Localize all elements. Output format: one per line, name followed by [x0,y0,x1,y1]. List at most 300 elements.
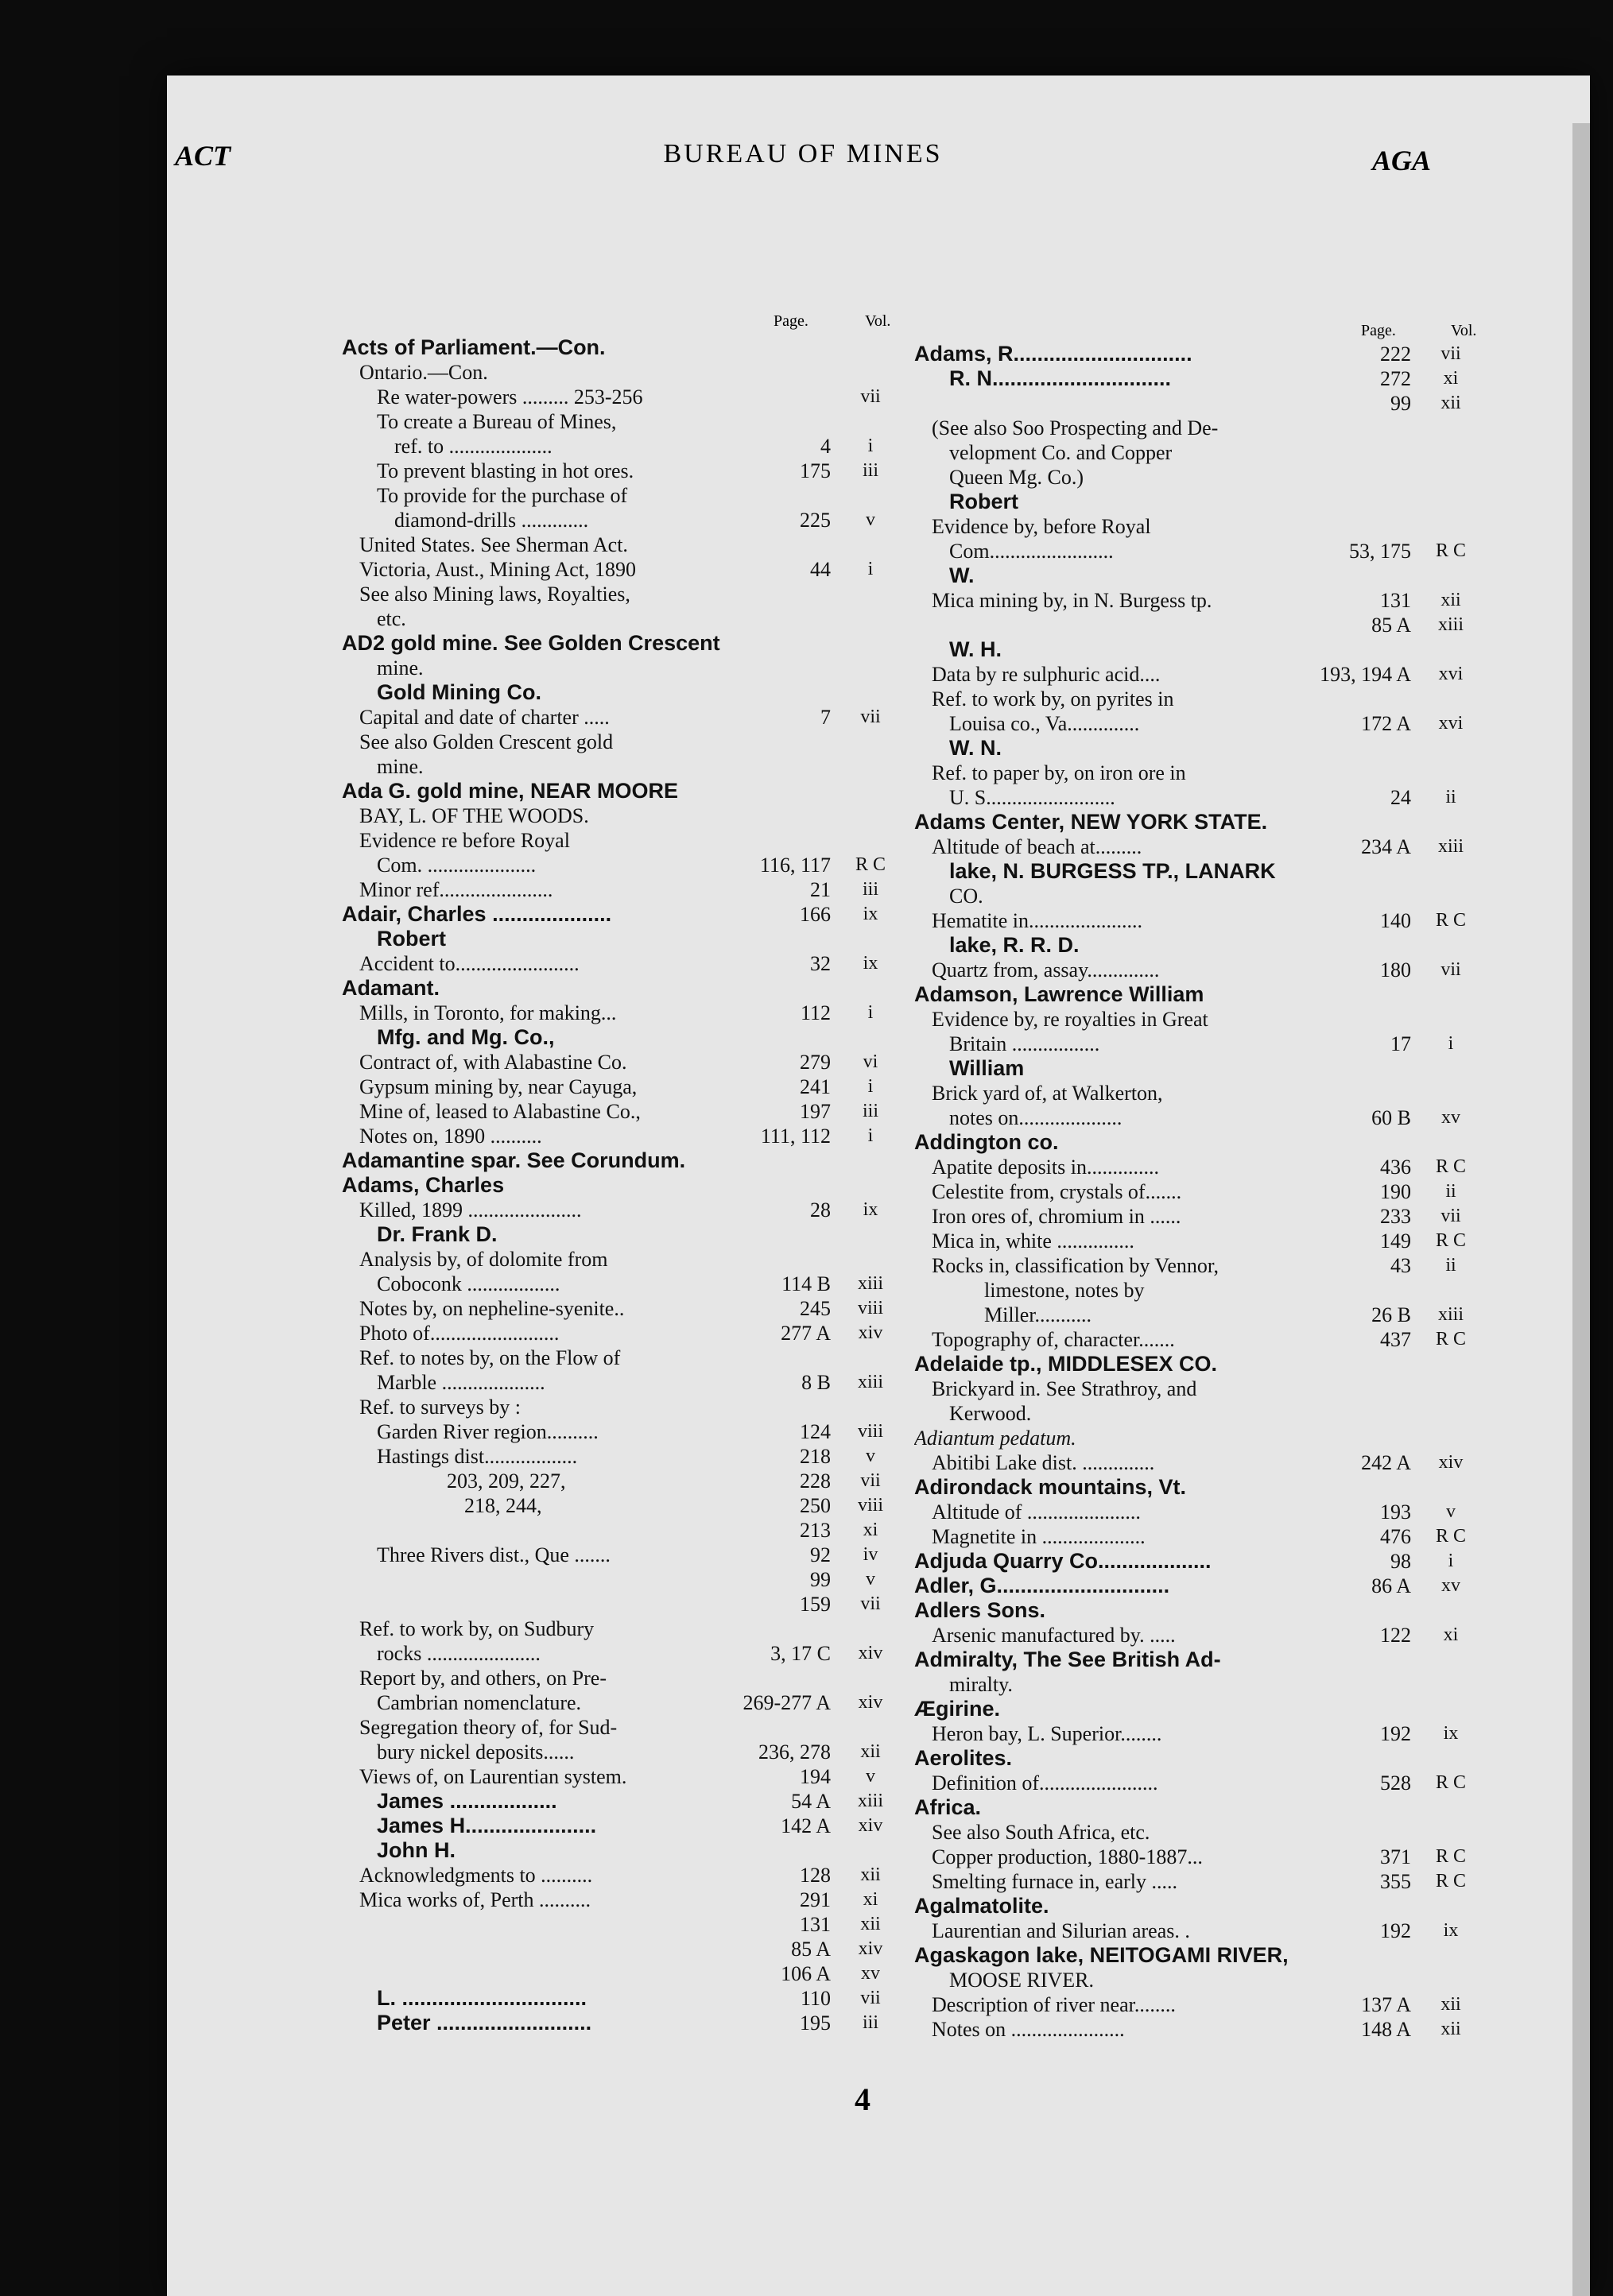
entry-volume: ii [1445,787,1456,807]
entry-volume: vii [860,386,881,407]
entry-volume: i [1448,1033,1454,1054]
index-entry [914,859,1479,884]
entry-text: Segregation theory of, for Sud- [359,1716,618,1739]
index-entry [342,680,898,705]
entry-volume: xv [861,1963,880,1984]
entry-volume: R C [1435,1871,1466,1891]
index-entry [914,1253,1479,1278]
index-entry [342,1025,898,1050]
entry-page: 172 A [1361,712,1411,735]
entry-volume: xiv [858,1692,883,1713]
index-entry [342,508,898,532]
entry-volume: xii [860,1741,881,1762]
entry-page: 245 [800,1297,831,1320]
entry-volume: v [866,1569,875,1589]
entry-text: Evidence by, re royalties in Great [932,1008,1208,1031]
entry-text: Laurentian and Silurian areas. . [932,1919,1190,1942]
entry-page: 44 [810,558,831,581]
entry-text: Adamson, Lawrence William [914,982,1204,1006]
entry-page: 85 A [791,1938,831,1961]
index-entry [342,1321,898,1345]
entry-text: Ada G. gold mine, NEAR MOORE [342,779,679,803]
entry-text: CO. [949,885,983,908]
index-entry [914,687,1479,711]
index-entry [914,1992,1479,2017]
entry-text: velopment Co. and Copper [949,441,1173,464]
entry-text: Coboconk .................. [377,1272,560,1295]
entry-page: 192 [1380,1722,1411,1745]
index-entry [914,1500,1479,1524]
entry-text: Photo of......................... [359,1322,560,1345]
index-entry [914,1327,1479,1352]
entry-text: diamond-drills ............. [394,509,589,532]
entry-text: Quartz from, assay.............. [932,958,1160,982]
entry-volume: R C [1435,1329,1466,1349]
entry-text: To create a Bureau of Mines, [377,410,617,433]
entry-text: Hematite in...................... [932,909,1143,932]
index-entry [342,1616,898,1641]
entry-page: 195 [800,2011,831,2035]
index-entry [342,606,898,631]
index-entry [914,514,1479,539]
entry-page: 236, 278 [758,1740,831,1764]
entry-text: Louisa co., Va.............. [949,712,1140,735]
entry-text: Adamant. [342,976,440,1000]
entry-volume: xv [1441,1575,1460,1596]
index-entry [914,1303,1479,1327]
entry-volume: vii [860,1988,881,2008]
entry-text: Marble .................... [377,1371,545,1394]
entry-text: To prevent blasting in hot ores. [377,459,634,482]
entry-volume: v [866,509,875,530]
entry-page: 99 [1390,392,1411,415]
index-entry [342,803,898,828]
index-entry [342,1198,898,1222]
index-entry [914,1968,1479,1992]
index-entry [342,1543,898,1567]
entry-page: 272 [1380,367,1411,390]
index-entry [342,1001,898,1025]
index-entry [342,385,898,409]
index-entry [914,416,1479,440]
entry-page: 92 [810,1543,831,1566]
index-entry [342,730,898,754]
index-entry [914,1450,1479,1475]
index-entry [342,1148,898,1173]
index-entry [914,1549,1479,1574]
entry-volume: v [1446,1501,1456,1522]
entry-page: 131 [1380,589,1411,612]
entry-text: miralty. [949,1673,1013,1696]
index-entry [914,588,1479,613]
entry-volume: xiv [858,1322,883,1343]
entry-text: Evidence re before Royal [359,829,570,852]
entry-text: Analysis by, of dolomite from [359,1248,608,1271]
entry-text: To provide for the purchase of [377,484,628,507]
entry-volume: xii [1440,2019,1461,2039]
index-entry [342,1493,898,1518]
entry-volume: vii [860,707,881,727]
entry-volume: i [867,559,874,579]
entry-volume: R C [1435,1156,1466,1177]
entry-page: 197 [800,1100,831,1123]
entry-text: R. N.............................. [949,366,1172,390]
page-gutter [1572,123,1590,2296]
entry-text: Com........................ [949,540,1114,563]
entry-text: Notes on, 1890 .......... [359,1125,542,1148]
entry-text: James H...................... [377,1814,597,1837]
entry-volume: i [867,436,874,456]
entry-page: 194 [800,1765,831,1788]
entry-text: Robert [377,927,446,951]
entry-text: Views of, on Laurentian system. [359,1765,627,1788]
index-entry [914,1130,1479,1155]
entry-text: Com. ..................... [377,854,537,877]
entry-volume: xiii [857,1791,883,1811]
entry-text: Topography of, character....... [932,1328,1175,1351]
entry-page: 159 [800,1593,831,1616]
entry-text: Contract of, with Alabastine Co. [359,1051,627,1074]
entry-volume: v [866,1766,875,1787]
entry-page: 476 [1380,1525,1411,1548]
index-entry [342,631,898,656]
entry-page: 175 [800,459,831,482]
entry-text: U. S......................... [949,786,1115,809]
index-entry [342,877,898,902]
entry-volume: xiii [1437,1304,1464,1325]
index-entry [342,1099,898,1124]
entry-page: 355 [1380,1870,1411,1893]
index-entry [342,1173,898,1198]
index-entry [914,465,1479,490]
entry-text: W. H. [949,637,1002,661]
index-entry [914,834,1479,859]
entry-page: 85 A [1371,614,1411,637]
entry-volume: vi [863,1051,878,1072]
entry-text: W. [949,563,975,587]
index-entry [914,613,1479,637]
index-entry [342,1961,898,1986]
index-entry [342,1567,898,1592]
entry-text: Brick yard of, at Walkerton, [932,1082,1163,1105]
entry-page: 28 [810,1198,831,1222]
entry-page: 8 B [801,1371,831,1394]
index-entry [914,1229,1479,1253]
index-entry [914,1352,1479,1376]
entry-page: 437 [1380,1328,1411,1351]
index-entry [914,391,1479,416]
entry-page: 114 B [781,1272,831,1295]
entry-volume: xiii [857,1372,883,1392]
entry-page: 116, 117 [759,854,831,877]
entry-volume: xiv [858,1643,883,1663]
entry-text: Celestite from, crystals of....... [932,1180,1182,1203]
index-entry [914,908,1479,933]
index-entry [342,1937,898,1961]
entry-volume: xi [1443,368,1459,389]
entry-text: Peter .......................... [377,2011,592,2035]
entry-page: 371 [1380,1845,1411,1868]
entry-volume: xi [863,1889,878,1910]
entry-page: 128 [800,1864,831,1887]
index-entry [342,1715,898,1740]
entry-text: Victoria, Aust., Mining Act, 1890 [359,558,636,581]
entry-volume: iii [862,2012,878,2033]
index-entry [914,1007,1479,1032]
index-entry [914,1574,1479,1598]
entry-volume: ii [1445,1255,1456,1276]
entry-page: 106 A [781,1962,831,1985]
entry-text: L. ............................... [377,1986,587,2010]
entry-text: Africa. [914,1795,982,1819]
entry-volume: xii [860,1864,881,1885]
entry-text: ref. to .................... [394,435,553,458]
entry-text: Altitude of ...................... [932,1500,1141,1524]
entry-page: 192 [1380,1919,1411,1942]
entry-page: 54 A [791,1790,831,1813]
entry-page: 110 [800,1987,831,2010]
entry-text: Re water-powers ......... 253-256 [377,385,643,408]
entry-text: Adamantine spar. See Corundum. [342,1148,686,1172]
index-entry [914,1598,1479,1623]
entry-page: 291 [800,1888,831,1911]
index-entry [342,1222,898,1247]
entry-text: notes on.................... [949,1106,1123,1129]
index-entry [914,1918,1479,1943]
index-entry [914,1697,1479,1721]
entry-page: 24 [1390,786,1411,809]
index-entry [342,656,898,680]
entry-page: 241 [800,1075,831,1098]
entry-text: Dr. Frank D. [377,1222,498,1246]
index-entry [342,483,898,508]
index-entry [914,1845,1479,1869]
right-page-col-header: Page. [1361,322,1396,339]
entry-volume: vii [1440,959,1461,980]
entry-volume: i [867,1076,874,1097]
entry-volume: xi [1443,1624,1459,1645]
entry-text: See also Golden Crescent gold [359,730,614,753]
entry-volume: R C [1435,1230,1466,1251]
entry-text: Mica mining by, in N. Burgess tp. [932,589,1212,612]
entry-text: Mica works of, Perth .......... [359,1888,591,1911]
entry-page: 149 [1380,1229,1411,1253]
entry-text: Gold Mining Co. [377,680,541,704]
entry-volume: xiii [1437,836,1464,857]
index-entry [342,1838,898,1863]
right-index-column [914,342,1479,2042]
index-entry [342,1074,898,1099]
entry-volume: xii [1440,393,1461,413]
entry-text: Cambrian nomenclature. [377,1691,582,1714]
index-entry [342,1050,898,1074]
entry-text: Agalmatolite. [914,1894,1049,1918]
entry-text: United States. See Sherman Act. [359,533,628,556]
index-entry [342,434,898,459]
entry-text: Minor ref...................... [359,878,553,901]
entry-page: 193 [1380,1500,1411,1524]
entry-page: 528 [1380,1771,1411,1795]
index-entry [342,1124,898,1148]
entry-text: Heron bay, L. Superior........ [932,1722,1162,1745]
index-entry [342,1666,898,1690]
entry-text: Mfg. and Mg. Co., [377,1025,555,1049]
entry-text: Copper production, 1880-1887... [932,1845,1203,1868]
index-entry [342,1370,898,1395]
entry-page: 4 [820,435,831,458]
entry-volume: iv [863,1544,878,1565]
index-entry [342,902,898,927]
entry-text: Mine of, leased to Alabastine Co., [359,1100,641,1123]
index-entry [914,958,1479,982]
index-entry [914,440,1479,465]
entry-page: 32 [810,952,831,975]
entry-volume: R C [1435,1846,1466,1867]
entry-text: Robert [949,490,1018,513]
entry-text: 218, 244, [464,1494,542,1517]
index-entry [914,1032,1479,1056]
index-entry [914,1943,1479,1968]
entry-page: 131 [800,1913,831,1936]
entry-text: Ægirine. [914,1697,1001,1721]
index-entry [914,982,1479,1007]
entry-text: Ref. to paper by, on iron ore in [932,761,1186,784]
entry-text: Ref. to notes by, on the Flow of [359,1346,621,1369]
index-entry [914,1056,1479,1081]
index-entry [342,1419,898,1444]
index-entry [342,1444,898,1469]
index-entry [914,785,1479,810]
entry-text: Acts of Parliament.—Con. [342,335,606,359]
entry-volume: xii [1440,1994,1461,2015]
entry-volume: R C [855,854,886,875]
entry-text: Britain ................. [949,1032,1100,1055]
entry-volume: i [1448,1551,1454,1571]
entry-page: 225 [800,509,831,532]
index-entry [342,853,898,877]
index-entry [914,1746,1479,1771]
entry-text: Killed, 1899 ...................... [359,1198,582,1222]
entry-text: Evidence by, before Royal [932,515,1151,538]
entry-text: Accident to........................ [359,952,580,975]
page-number: 4 [855,2081,870,2117]
left-index-column [342,335,898,2035]
index-entry [914,1795,1479,1820]
entry-volume: i [867,1125,874,1146]
entry-text: lake, N. BURGESS TP., LANARK [949,859,1276,883]
entry-text: Ref. to work by, on pyrites in [932,687,1174,710]
index-entry [914,933,1479,958]
entry-text: limestone, notes by [984,1279,1145,1302]
entry-text: Notes on ...................... [932,2018,1125,2041]
index-entry [914,490,1479,514]
entry-page: 60 B [1371,1106,1411,1129]
entry-volume: xi [863,1520,878,1540]
entry-volume: xiv [858,1815,883,1836]
entry-page: 17 [1390,1032,1411,1055]
index-entry [342,828,898,853]
index-entry [914,1401,1479,1426]
index-entry [342,1986,898,2011]
entry-page: 180 [1380,958,1411,982]
entry-page: 98 [1390,1550,1411,1573]
index-entry [914,1475,1479,1500]
index-entry [342,1345,898,1370]
entry-volume: vii [1440,343,1461,364]
entry-page: 193, 194 A [1320,663,1411,686]
entry-text: Ref. to surveys by : [359,1396,521,1419]
entry-text: Garden River region.......... [377,1420,599,1443]
entry-text: Definition of....................... [932,1771,1158,1795]
entry-text: Adams, R.............................. [914,342,1192,366]
entry-text: Hastings dist.................. [377,1445,578,1468]
entry-page: 233 [1380,1205,1411,1228]
index-entry [342,1740,898,1764]
index-entry [914,563,1479,588]
entry-text: Rocks in, classification by Vennor, [932,1254,1219,1277]
entry-text: mine. [377,656,424,680]
index-entry [342,779,898,803]
index-entry [342,459,898,483]
index-entry [914,884,1479,908]
entry-page: 436 [1380,1156,1411,1179]
entry-volume: vii [860,1470,881,1491]
index-entry [342,1641,898,1666]
entry-text: Adjuda Quarry Co................... [914,1549,1212,1573]
index-entry [914,1771,1479,1795]
index-entry [342,1863,898,1888]
index-entry [914,810,1479,834]
index-entry [342,409,898,434]
entry-text: Adair, Charles .................... [342,902,612,926]
entry-text: James .................. [377,1789,557,1813]
entry-page: 148 A [1361,2018,1411,2041]
running-header [175,139,1431,187]
index-entry [914,342,1479,366]
entry-page: 234 A [1361,835,1411,858]
entry-text: BAY, L. OF THE WOODS. [359,804,589,827]
entry-text: mine. [377,755,424,778]
entry-text: (See also Soo Prospecting and De- [932,416,1219,439]
index-entry [914,1623,1479,1647]
entry-page: 269-277 A [743,1691,831,1714]
entry-volume: v [866,1446,875,1466]
index-entry [914,366,1479,391]
entry-text: Queen Mg. Co.) [949,466,1084,489]
index-entry [342,705,898,730]
entry-page: 277 A [781,1322,831,1345]
entry-page: 7 [820,706,831,729]
left-page-col-header: Page. [774,312,808,330]
entry-volume: xiii [857,1273,883,1294]
entry-text: Addington co. [914,1130,1059,1154]
entry-text: Acknowledgments to .......... [359,1864,593,1887]
entry-text: MOOSE RIVER. [949,1969,1095,1992]
entry-text: Arsenic manufactured by. ..... [932,1624,1176,1647]
entry-text: 203, 209, 227, [447,1469,566,1493]
entry-volume: xii [1440,590,1461,610]
entry-text: See also South Africa, etc. [932,1821,1150,1844]
index-entry [342,335,898,360]
entry-page: 26 B [1371,1303,1411,1326]
entry-volume: iii [862,879,878,900]
entry-page: 112 [800,1001,831,1024]
index-entry [342,1296,898,1321]
entry-volume: iii [862,1101,878,1121]
entry-volume: ii [1445,1181,1456,1202]
entry-text: Iron ores of, chromium in ...... [932,1205,1181,1228]
header-title: BUREAU OF MINES [663,139,943,168]
